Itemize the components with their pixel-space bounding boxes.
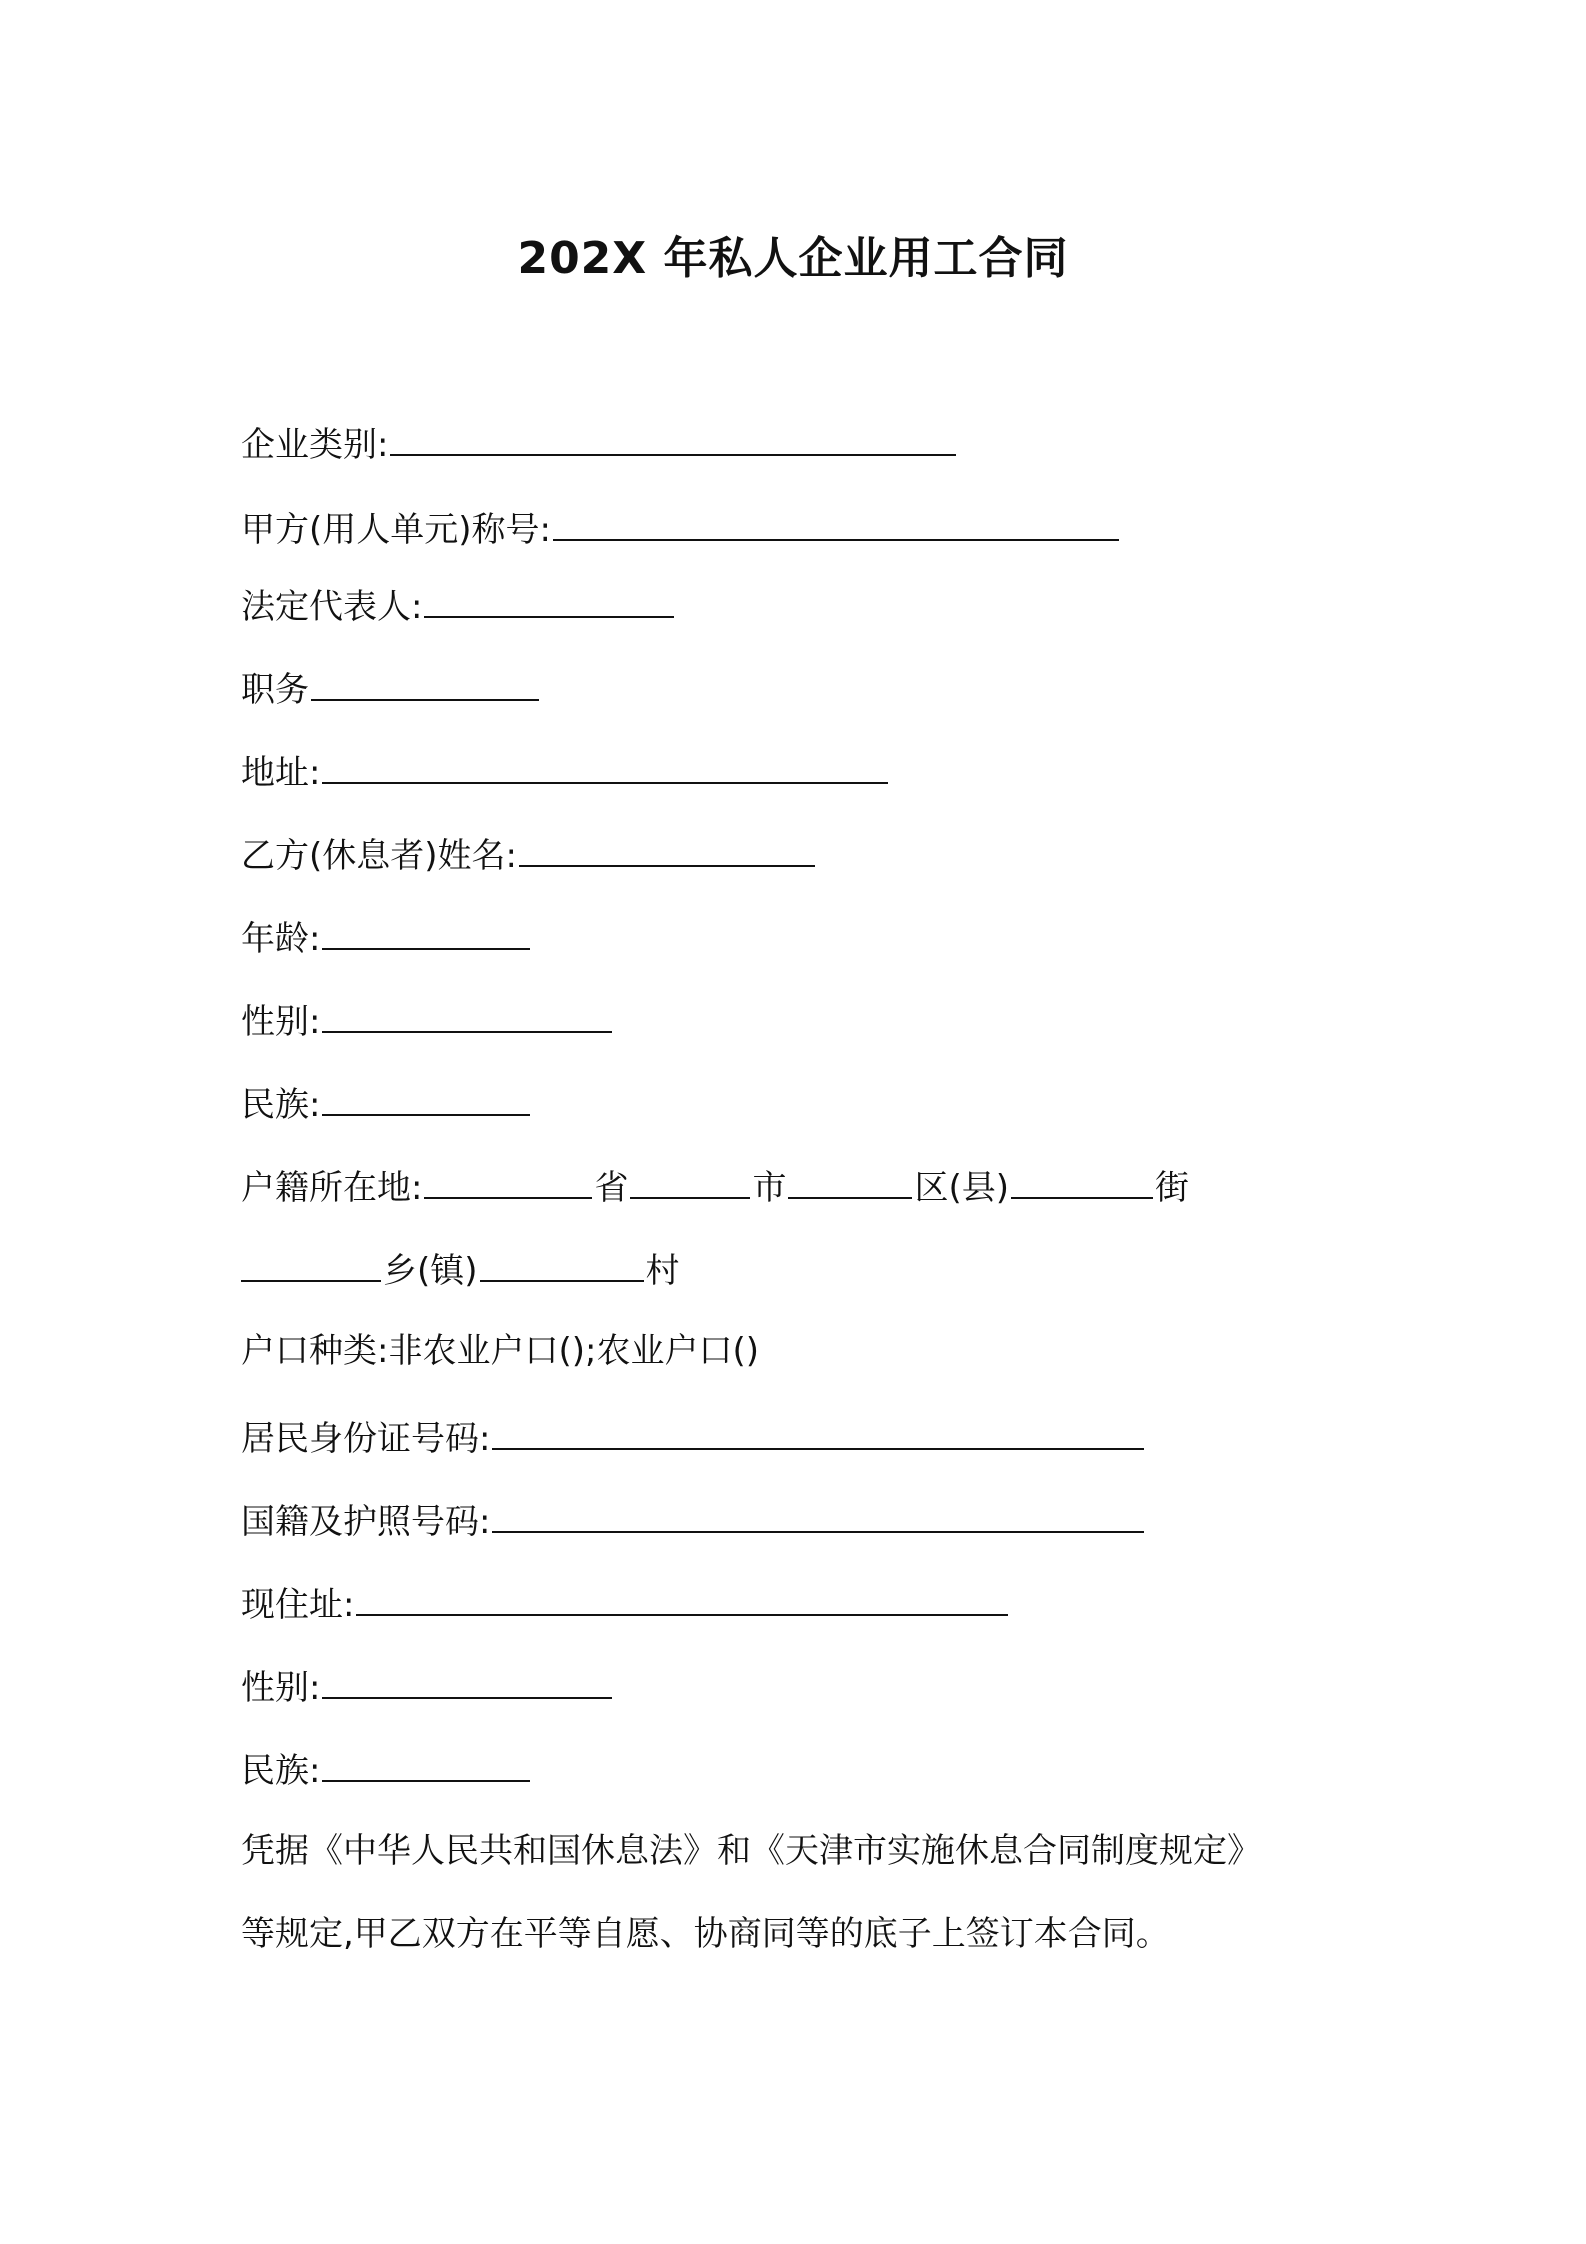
id-number-blank[interactable] — [492, 1414, 1144, 1450]
township-line — [241, 1246, 680, 1293]
party-b-name-label: 乙方(休息者)姓名: — [241, 836, 517, 876]
township-blank[interactable] — [241, 1246, 381, 1282]
position-blank[interactable] — [311, 665, 539, 701]
party-b-name-blank[interactable] — [519, 831, 815, 867]
village-label: 村 — [645, 1251, 680, 1291]
position-label: 职务 — [241, 670, 309, 710]
position-line — [241, 665, 541, 712]
gender-label: 性别: — [241, 1002, 321, 1042]
current-address-blank[interactable] — [356, 1580, 1008, 1616]
gender-blank[interactable] — [322, 997, 612, 1033]
ethnicity-2-line — [241, 1746, 532, 1793]
party-a-name-line — [241, 505, 1121, 552]
document-title: 202X 年私人企业用工合同 — [517, 233, 1069, 284]
current-address-line — [241, 1580, 1010, 1627]
enterprise-type-line — [241, 420, 958, 467]
party-a-name-label: 甲方(用人单元)称号: — [241, 510, 551, 550]
enterprise-type-blank[interactable] — [390, 420, 956, 456]
address-line — [241, 748, 890, 795]
nationality-passport-line — [241, 1497, 1146, 1544]
ethnicity-2-label: 民族: — [241, 1751, 321, 1791]
township-label: 乡(镇) — [383, 1251, 478, 1291]
gender-2-label: 性别: — [241, 1668, 321, 1708]
legal-rep-line — [241, 582, 676, 629]
id-number-label: 居民身份证号码: — [241, 1419, 491, 1459]
district-label: 区(县) — [914, 1168, 1009, 1208]
age-label: 年龄: — [241, 919, 321, 959]
current-address-label: 现住址: — [241, 1585, 355, 1625]
id-number-line — [241, 1414, 1146, 1461]
paragraph-line-2: 等规定,甲乙双方在平等自愿、协商同等的底子上签订本合同。 — [241, 1914, 1170, 1954]
party-b-name-line — [241, 831, 817, 878]
gender-2-line — [241, 1663, 614, 1710]
legal-rep-label: 法定代表人: — [241, 587, 423, 627]
district-blank[interactable] — [788, 1163, 912, 1199]
nationality-passport-label: 国籍及护照号码: — [241, 1502, 491, 1542]
age-blank[interactable] — [322, 914, 530, 950]
household-location-label: 户籍所在地: — [241, 1168, 423, 1208]
party-a-name-blank[interactable] — [553, 505, 1119, 541]
household-type-line — [241, 1329, 759, 1373]
address-label: 地址: — [241, 753, 321, 793]
ethnicity-line — [241, 1080, 532, 1127]
paragraph-line-1: 凭据《中华人民共和国休息法》和《天津市实施休息合同制度规定》 — [241, 1831, 1261, 1871]
ethnicity-blank[interactable] — [322, 1080, 530, 1116]
household-location-line — [241, 1163, 1189, 1210]
street-label: 街 — [1155, 1168, 1189, 1208]
street-blank[interactable] — [1011, 1163, 1153, 1199]
enterprise-type-label: 企业类别: — [241, 425, 389, 465]
province-label: 省 — [594, 1168, 629, 1208]
province-blank[interactable] — [424, 1163, 592, 1199]
ethnicity-label: 民族: — [241, 1085, 321, 1125]
age-line — [241, 914, 532, 961]
legal-rep-blank[interactable] — [424, 582, 674, 618]
gender-line — [241, 997, 614, 1044]
address-blank[interactable] — [322, 748, 888, 784]
nationality-passport-blank[interactable] — [492, 1497, 1144, 1533]
village-blank[interactable] — [480, 1246, 644, 1282]
ethnicity-2-blank[interactable] — [322, 1746, 530, 1782]
gender-2-blank[interactable] — [322, 1663, 612, 1699]
city-label: 市 — [752, 1168, 787, 1208]
city-blank[interactable] — [630, 1163, 750, 1199]
household-type-label: 户口种类:非农业户口();农业户口() — [241, 1331, 759, 1371]
